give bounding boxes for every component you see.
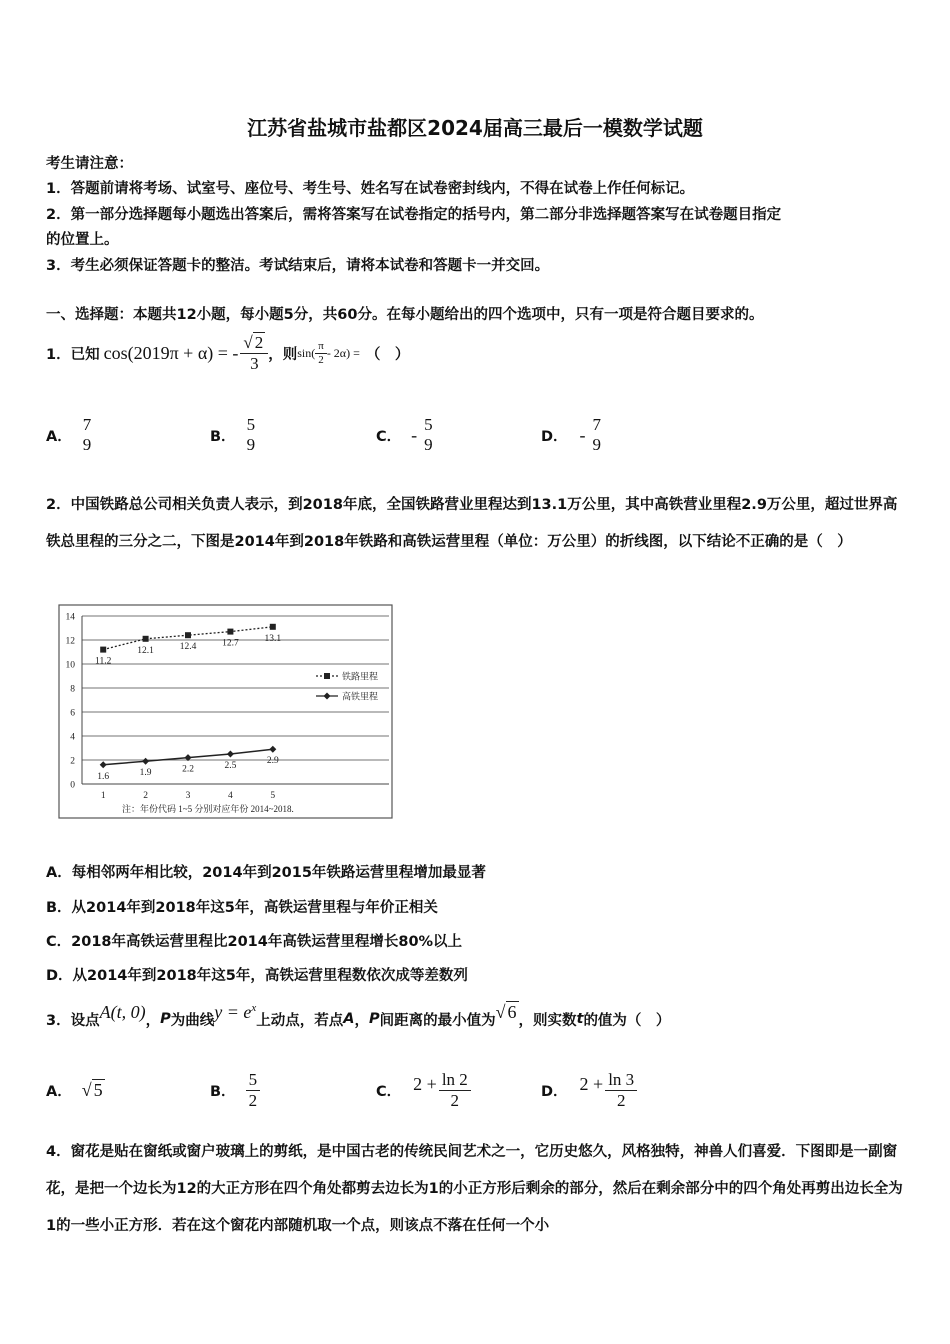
q2-option-d[interactable]: D．从2014年到2018年这5年，高铁运营里程数依次成等差数列	[46, 968, 468, 984]
option-num: 5	[246, 415, 256, 434]
y-tick-label: 6	[70, 708, 75, 719]
q3-text: 上动点，若点	[256, 1012, 344, 1029]
q1-option-a[interactable]	[46, 410, 94, 460]
x-tick-label: 2	[143, 791, 148, 801]
q1-sqrt: 2	[254, 332, 264, 352]
option-den: 2	[246, 1090, 261, 1111]
q1-sin-two: 2	[315, 353, 327, 367]
q3-option-c[interactable]	[376, 1060, 471, 1120]
option-label: B．	[210, 428, 236, 445]
legend-marker	[324, 673, 330, 679]
option-frac	[80, 415, 95, 455]
question-1-stem	[46, 328, 409, 378]
q3-curve-exp: x	[251, 1001, 257, 1014]
option-num: 5	[424, 415, 433, 434]
q1-sin-a: sin(	[297, 345, 316, 360]
data-label: 2.5	[224, 761, 237, 771]
option-lead: 2 +	[413, 1073, 437, 1094]
option-label: A．	[46, 1083, 72, 1100]
legend-label: 高铁里程	[342, 691, 379, 702]
option-label: A．	[46, 428, 72, 445]
notice-item: 1．答题前请将考场、试室号、座位号、考生号、姓名写在试卷密封线内，不得在试卷上作任何标记。	[46, 181, 695, 197]
x-tick-label: 5	[270, 791, 276, 801]
q1-option-b[interactable]	[210, 410, 258, 460]
railway-point	[100, 647, 106, 653]
q3-text: 3．设点	[46, 1012, 100, 1029]
option-label: C．	[376, 428, 402, 445]
data-label: 12.7	[222, 638, 239, 649]
q3-text: 的值为（ ）	[583, 1012, 671, 1029]
q1-cos-expr: cos(2019π + α) = -	[103, 342, 239, 363]
q3-sqrt: 6	[507, 1001, 517, 1022]
chart-frame	[59, 605, 392, 818]
option-den: 2	[439, 1090, 471, 1111]
notice-heading: 考生请注意：	[46, 156, 133, 172]
q3-text: 为曲线	[170, 1012, 215, 1029]
option-frac	[246, 1070, 261, 1111]
q1-den: 3	[240, 353, 268, 374]
q3-text: A	[343, 1011, 355, 1027]
option-sign: -	[579, 424, 586, 445]
option-lead: 2 +	[579, 1073, 604, 1094]
option-frac	[590, 415, 605, 455]
option-frac	[244, 415, 259, 455]
option-num: ln 3	[608, 1069, 635, 1089]
option-den: 2	[605, 1090, 637, 1111]
q3-text: P	[368, 1011, 380, 1027]
option-label: D．	[541, 1083, 568, 1100]
q3-option-d[interactable]	[541, 1060, 637, 1120]
option-num: 7	[82, 415, 92, 434]
notice-item: 3．考生必须保证答题卡的整洁。考试结束后，请将本试卷和答题卡一并交回。	[46, 258, 550, 274]
option-frac	[605, 1070, 637, 1111]
option-num: 7	[592, 415, 602, 434]
y-tick-label: 8	[70, 684, 75, 695]
q2-option-b[interactable]: B．从2014年到2018年这5年，高铁运营里程与年价正相关	[46, 900, 438, 916]
q3-option-a[interactable]: A． √ 5	[46, 1079, 103, 1100]
option-frac	[421, 415, 436, 455]
option-sign: -	[411, 424, 418, 445]
q3-curve-base: y = e	[214, 1001, 252, 1022]
q3-text: P	[160, 1011, 171, 1027]
y-tick-label: 12	[65, 636, 75, 647]
railway-point	[227, 629, 233, 635]
notice-item: 的位置上。	[46, 232, 119, 248]
x-tick-label: 4	[228, 791, 233, 801]
q1-sin-b: - 2α) =	[326, 345, 360, 360]
q1-option-d[interactable]	[541, 410, 604, 460]
y-tick-label: 0	[70, 780, 75, 791]
data-label: 1.9	[139, 768, 152, 779]
option-num: ln 2	[441, 1069, 468, 1089]
legend-label: 铁路里程	[342, 671, 379, 682]
y-tick-label: 14	[65, 612, 75, 623]
option-frac	[439, 1070, 471, 1111]
option-num: 5	[248, 1069, 258, 1089]
data-label: 12.4	[179, 642, 197, 653]
question-3-stem: 3．设点 A(t, 0) ， P 为曲线 $y = e^x$ 上动点，若点 A ， P 间距离的最小值为 √ 6 ，则实数 t 的值为（ ）	[46, 1001, 671, 1029]
option-den: 9	[82, 435, 92, 454]
option-den: 9	[424, 435, 433, 454]
q3-text: 间距离的最小值为	[379, 1012, 496, 1029]
option-den: 9	[592, 435, 602, 454]
q1-suffix: （ ）	[365, 346, 410, 363]
line-chart	[58, 604, 394, 820]
data-label: 2.9	[266, 756, 279, 767]
chart-note: 注：年份代码 1~5 分别对应年份 2014~2018.	[122, 804, 294, 814]
q1-sin-frac	[315, 340, 327, 367]
data-label: 12.1	[137, 645, 154, 656]
y-tick-label: 10	[65, 660, 75, 671]
question-4-stem: 4．窗花是贴在窗纸或窗户玻璃上的剪纸，是中国古老的传统民间艺术之一，它历史悠久，风格独特，神兽人们喜爱．下图即是一副窗花，是把一个边长为12的大正方形在四个角处都剪去边长为1的小正方形后剩余的部分，然后在剩余部分中的四个角处再剪出边长全为1的一些小正方形．若在这个窗花内部随机取一个点，则该点不落在任何一个小	[46, 1144, 903, 1234]
q1-prefix: 1．已知	[46, 346, 100, 363]
railway-point	[143, 636, 149, 642]
y-tick-label: 4	[70, 732, 75, 743]
y-tick-label: 2	[70, 756, 75, 767]
x-tick-label: 3	[185, 791, 191, 801]
option-label: B．	[210, 1083, 236, 1100]
q3-point: A(t, 0)	[99, 1001, 146, 1022]
railway-point	[270, 624, 276, 630]
q3-curve	[214, 1002, 256, 1023]
q1-option-c[interactable]	[376, 410, 436, 460]
page-title: 江苏省盐城市盐都区2024届高三最后一模数学试题	[247, 116, 703, 140]
q3-text: t	[576, 1011, 584, 1027]
section-heading: 一、选择题：本题共12小题，每小题5分，共60分。在每小题给出的四个选项中，只有一项是符合题目要求的。	[46, 307, 764, 323]
q2-option-c[interactable]: C．2018年高铁运营里程比2014年高铁运营里程增长80%以上	[46, 934, 463, 950]
data-label: 13.1	[264, 633, 282, 644]
q1-mid: ，则	[268, 346, 298, 363]
option-sqrt: 5	[93, 1079, 103, 1100]
q3-text: ，	[145, 1012, 161, 1029]
railway-point	[185, 632, 191, 638]
notice-item: 2．第一部分选择题每小题选出答案后，需将答案写在试卷指定的括号内，第二部分非选择题答案写在试卷题目指定	[46, 207, 782, 223]
question-2-stem: 2．中国铁路总公司相关负责人表示，到2018年底，全国铁路营业里程达到13.1万公里，其中高铁营业里程2.9万公里，超过世界高铁总里程的三分之二，下图是2014年到2018年铁路和高铁运营里程（单位：万公里）的折线图，以下结论不正确的是（ ）	[46, 497, 898, 550]
option-label: C．	[376, 1083, 402, 1100]
q2-option-a[interactable]: A．每相邻两年相比较，2014年到2015年铁路运营里程增加最显著	[46, 865, 486, 881]
q3-option-b[interactable]	[210, 1060, 260, 1120]
option-label: D．	[541, 428, 568, 445]
q3-text: ，	[354, 1012, 369, 1029]
q3-text: ，则实数	[518, 1012, 577, 1029]
data-label: 11.2	[95, 656, 112, 667]
x-tick-label: 1	[100, 791, 106, 801]
q1-frac: $\frac{√ 2}{3}$	[240, 333, 268, 374]
data-label: 1.6	[97, 771, 110, 782]
option-den: 9	[246, 435, 256, 454]
data-label: 2.2	[182, 764, 194, 775]
q1-sin-pi: π	[318, 339, 324, 352]
